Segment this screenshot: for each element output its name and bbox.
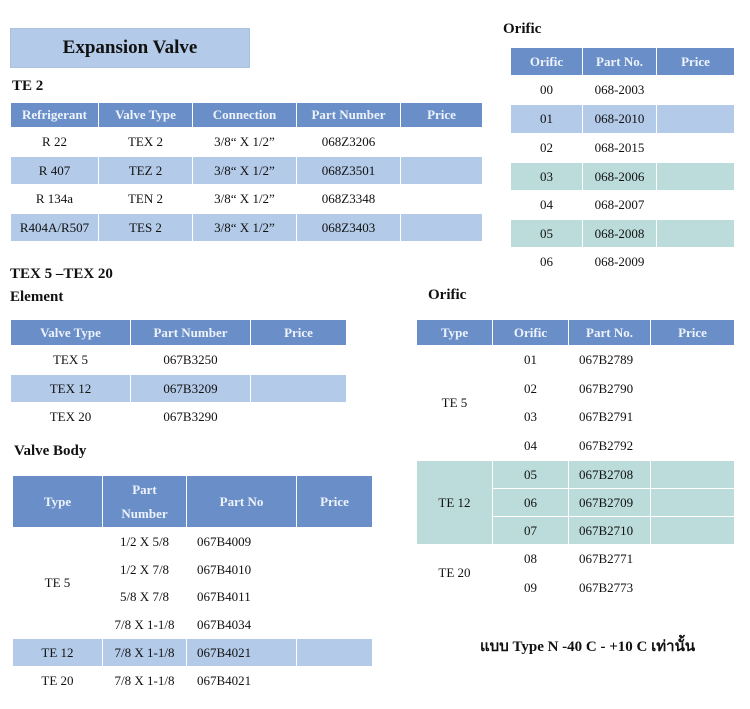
te2-orific-table	[510, 47, 735, 277]
cell-price	[251, 346, 347, 375]
cell-refrigerant: R 407	[11, 157, 99, 185]
cell-price	[251, 375, 347, 403]
cell-valve-type: TEN 2	[127, 191, 164, 206]
cell-part-number: 5/8 X 7/8	[119, 589, 170, 604]
cell-refrigerant: R 22	[42, 134, 67, 149]
cell-part-no: 067B2710	[569, 517, 651, 545]
cell-part-no: 068-2015	[594, 140, 645, 155]
table-row	[13, 639, 373, 667]
table-row	[11, 346, 347, 375]
cell-part-number: 068Z3403	[297, 214, 401, 242]
cell-price	[297, 584, 373, 611]
table-row	[13, 528, 373, 556]
table-row	[511, 191, 735, 220]
cell-part-no: 067B2792	[579, 438, 634, 453]
cell-price	[401, 128, 483, 157]
te2-orific-heading: Orific	[503, 21, 542, 37]
col-header-refrigerant: Refrigerant	[11, 103, 99, 128]
col-header-price: Price	[657, 48, 735, 76]
cell-orific: 02	[524, 380, 537, 396]
header-line-number: Number	[121, 505, 168, 521]
cell-orific: 04	[540, 197, 553, 212]
cell-price	[651, 545, 735, 574]
col-header-part-no: Part No.	[583, 48, 657, 76]
cell-connection: 3/8“ X 1/2”	[214, 134, 275, 149]
valve-body-table	[12, 475, 373, 696]
table-row	[11, 185, 483, 214]
cell-price	[657, 134, 735, 163]
cell-price	[651, 375, 735, 403]
cell-connection: 3/8“ X 1/2”	[193, 157, 297, 185]
col-header-valve-type: Valve Type	[99, 103, 193, 128]
cell-valve-type: TES 2	[99, 214, 193, 242]
cell-type-group: TE 5	[441, 395, 468, 410]
table-row	[13, 667, 373, 696]
cell-price	[401, 214, 483, 242]
cell-part-no: 067B4010	[197, 561, 252, 577]
table-row	[511, 76, 735, 105]
valve-body-heading: Valve Body	[14, 443, 87, 459]
cell-type-group: TE 5	[44, 575, 71, 590]
cell-price	[297, 639, 373, 667]
cell-part-no: 067B2709	[569, 489, 651, 517]
table-row	[511, 163, 735, 191]
cell-part-number: 068Z3206	[321, 134, 376, 149]
cell-part-no: 068-2006	[583, 163, 657, 191]
cell-price	[651, 403, 735, 432]
cell-orific: 03	[524, 409, 537, 424]
cell-valve-type: TEX 5	[52, 352, 89, 367]
col-header-orific: Orific	[493, 320, 569, 346]
cell-orific: 04	[524, 438, 537, 453]
cell-price	[401, 157, 483, 185]
cell-refrigerant: R 134a	[35, 191, 74, 206]
cell-price	[651, 574, 735, 602]
cell-type-group: TE 12	[13, 639, 103, 667]
cell-part-no: 068-2003	[594, 82, 645, 97]
cell-part-no: 067B4034	[197, 616, 252, 632]
table-row	[417, 461, 735, 489]
cell-connection: 3/8“ X 1/2”	[214, 191, 275, 206]
col-header-price: Price	[251, 320, 347, 346]
cell-price	[657, 105, 735, 134]
table-row	[511, 105, 735, 134]
cell-type-group: TE 20	[438, 565, 471, 580]
cell-type-group: TE 20	[41, 673, 74, 688]
cell-orific: 07	[493, 517, 569, 545]
cell-price	[297, 667, 373, 696]
cell-price	[297, 556, 373, 584]
col-header-valve-type: Valve Type	[11, 320, 131, 346]
cell-part-number: 7/8 X 1-1/8	[114, 673, 175, 688]
col-header-price: Price	[651, 320, 735, 346]
cell-part-number: 067B3290	[163, 409, 218, 424]
cell-part-no: 067B2771	[579, 551, 634, 566]
cell-price	[651, 346, 735, 375]
cell-connection: 3/8“ X 1/2”	[193, 214, 297, 242]
cell-price	[651, 517, 735, 545]
cell-valve-type: TEX 2	[127, 134, 164, 149]
table-row	[417, 545, 735, 574]
table-row	[11, 214, 483, 242]
cell-price	[657, 191, 735, 220]
cell-orific: 05	[511, 220, 583, 248]
cell-part-number: 7/8 X 1-1/8	[114, 616, 175, 632]
element-table	[10, 319, 347, 432]
cell-part-no: 068-2010	[583, 105, 657, 134]
cell-price	[251, 403, 347, 432]
cell-price	[651, 461, 735, 489]
table-row	[511, 220, 735, 248]
cell-part-no: 067B2790	[579, 380, 634, 396]
cell-part-no: 067B2791	[579, 409, 634, 424]
cell-price	[657, 76, 735, 105]
col-header-part-number	[103, 476, 187, 528]
cell-refrigerant: R404A/R507	[11, 214, 99, 242]
cell-orific: 03	[511, 163, 583, 191]
cell-orific: 06	[540, 254, 553, 269]
cell-part-number: 1/2 X 7/8	[119, 561, 170, 577]
page-title: Expansion Valve	[10, 28, 250, 68]
cell-part-number: 068Z3348	[321, 191, 376, 206]
cell-part-number: 067B3209	[131, 375, 251, 403]
cell-part-no: 068-2007	[594, 197, 645, 212]
element-heading: Element	[10, 289, 64, 305]
cell-part-no: 067B2789	[579, 352, 634, 367]
type-note: แบบ Type N -40 C - +10 C เท่านั้น	[480, 639, 696, 655]
cell-part-number: 067B3250	[163, 352, 218, 367]
cell-part-no: 067B4009	[197, 533, 252, 549]
cell-part-no: 067B4021	[197, 673, 252, 688]
tex-heading: TEX 5 –TEX 20	[10, 266, 113, 282]
cell-part-no: 067B4011	[197, 589, 251, 604]
col-header-part-number: Part Number	[297, 103, 401, 128]
cell-part-no: 067B2773	[579, 579, 634, 595]
cell-price	[297, 611, 373, 639]
cell-valve-type: TEZ 2	[99, 157, 193, 185]
cell-part-no: 068-2009	[594, 254, 645, 269]
cell-orific: 02	[540, 140, 553, 155]
col-header-type: Type	[417, 320, 493, 346]
cell-price	[657, 163, 735, 191]
col-header-orific: Orific	[511, 48, 583, 76]
cell-orific: 01	[511, 105, 583, 134]
cell-part-no: 067B2708	[569, 461, 651, 489]
header-line-part: Part	[132, 481, 157, 497]
cell-price	[651, 432, 735, 461]
cell-orific: 01	[524, 352, 537, 367]
cell-price	[651, 489, 735, 517]
cell-part-number: 1/2 X 5/8	[119, 533, 170, 549]
cell-part-number: 7/8 X 1-1/8	[103, 639, 187, 667]
cell-orific: 06	[493, 489, 569, 517]
cell-type-group: TE 12	[417, 461, 493, 545]
col-header-part-number: Part Number	[131, 320, 251, 346]
col-header-price: Price	[401, 103, 483, 128]
te2-heading: TE 2	[12, 78, 44, 94]
table-row	[11, 403, 347, 432]
cell-price	[401, 185, 483, 214]
cell-part-number: 068Z3501	[297, 157, 401, 185]
cell-price	[657, 220, 735, 248]
col-header-price: Price	[297, 476, 373, 528]
cell-valve-type: TEX 12	[11, 375, 131, 403]
table-row	[511, 134, 735, 163]
col-header-part-no: Part No.	[569, 320, 651, 346]
col-header-connection: Connection	[193, 103, 297, 128]
table-row	[417, 346, 735, 375]
te2-table	[10, 102, 483, 242]
col-header-type: Type	[13, 476, 103, 528]
table-row	[11, 128, 483, 157]
table-row	[11, 375, 347, 403]
cell-orific: 00	[540, 82, 553, 97]
cell-orific: 09	[524, 579, 537, 595]
col-header-part-no: Part No	[187, 476, 297, 528]
table-row	[11, 157, 483, 185]
cell-orific: 05	[493, 461, 569, 489]
cell-price	[297, 528, 373, 556]
table-row	[511, 248, 735, 277]
cell-orific: 08	[524, 551, 537, 566]
tex-orific-table	[416, 319, 735, 602]
cell-part-no: 067B4021	[187, 639, 297, 667]
tex-orific-heading: Orific	[428, 287, 467, 303]
cell-price	[657, 248, 735, 277]
cell-valve-type: TEX 20	[49, 409, 92, 424]
cell-part-no: 068-2008	[583, 220, 657, 248]
